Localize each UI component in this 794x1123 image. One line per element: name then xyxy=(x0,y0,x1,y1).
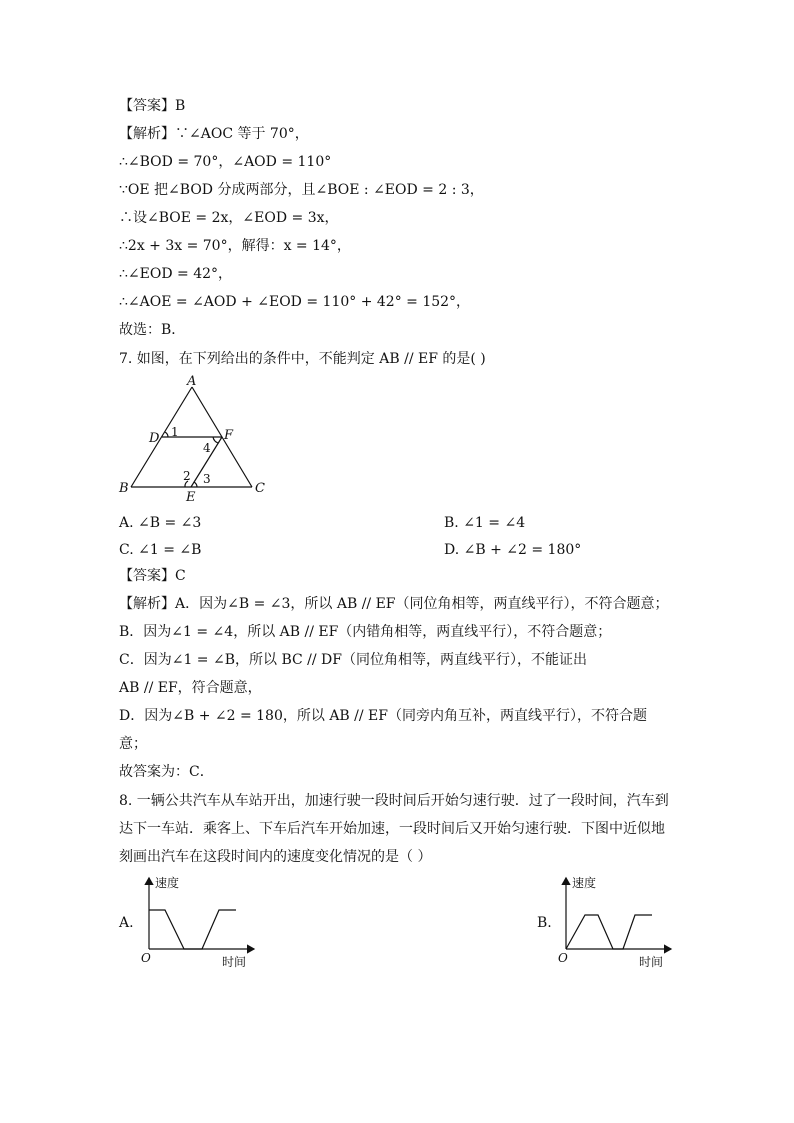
q7-analysis-line-1: 【解析】A．因为∠B = ∠3，所以 AB // EF（同位角相等，两直线平行），不符合题意； xyxy=(119,596,669,612)
graph-b-ylabel: 速度 xyxy=(572,876,597,890)
q6-analysis-line-1: 【解析】∵∠AOC 等于 70°， xyxy=(119,126,309,142)
q7-analysis-line-2: B．因为∠1 = ∠4，所以 AB // EF（内错角相等，两直线平行），不符合题意； xyxy=(119,624,612,640)
q6-analysis-line-5: ∴2x + 3x = 70°，解得：x = 14°， xyxy=(119,238,351,254)
angle-label-2: 2 xyxy=(183,469,191,483)
q8-graph-a-option: A. xyxy=(119,915,134,931)
graph-a-origin: O xyxy=(141,951,151,965)
angle-label-3: 3 xyxy=(203,472,211,486)
q8-stem-line-1: 8. 一辆公共汽车从车站开出，加速行驶一段时间后开始匀速行驶．过了一段时间，汽车到 xyxy=(119,793,669,809)
graph-b-origin: O xyxy=(558,951,568,965)
q8-stem-line-3: 刻画出汽车在这段时间内的速度变化情况的是（ ） xyxy=(119,849,432,865)
q8-graph-b-option: B. xyxy=(537,915,552,931)
label-c: C xyxy=(255,481,265,496)
angle-label-1: 1 xyxy=(171,425,179,439)
graph-a-ylabel: 速度 xyxy=(155,876,180,890)
q7-option-c: C. ∠1 = ∠B xyxy=(119,542,202,558)
q7-option-a: A. ∠B = ∠3 xyxy=(119,515,202,531)
q7-option-b: B. ∠1 = ∠4 xyxy=(444,515,526,531)
label-f: F xyxy=(224,428,234,443)
q8-graph-b xyxy=(555,872,680,972)
q7-analysis-line-3: C．因为∠1 = ∠B，所以 BC // DF（同位角相等，两直线平行），不能证出 xyxy=(119,652,587,668)
q6-analysis-line-4: ∴设∠BOE = 2x，∠EOD = 3x， xyxy=(119,210,339,226)
q6-answer: 【答案】B xyxy=(119,98,186,114)
q7-triangle-figure xyxy=(115,373,280,503)
q7-analysis-line-6: 意； xyxy=(119,736,147,752)
q6-analysis-line-3: ∵OE 把∠BOD 分成两部分，且∠BOE : ∠EOD = 2 : 3， xyxy=(119,182,484,198)
q6-analysis-line-8: 故选：B． xyxy=(119,322,186,338)
q6-analysis-line-6: ∴∠EOD = 42°， xyxy=(119,266,233,282)
q7-stem: 7. 如图，在下列给出的条件中，不能判定 AB // EF 的是( ) xyxy=(119,351,486,367)
q7-answer: 【答案】C xyxy=(119,568,186,584)
label-d: D xyxy=(149,431,160,446)
q7-analysis-line-7: 故答案为：C． xyxy=(119,764,214,780)
q6-analysis-line-2: ∴∠BOD = 70°，∠AOD = 110° xyxy=(119,154,332,170)
graph-b-xlabel: 时间 xyxy=(639,955,664,969)
q6-analysis-line-7: ∴∠AOE = ∠AOD + ∠EOD = 110° + 42° = 152°， xyxy=(119,294,471,310)
q7-option-d: D. ∠B + ∠2 = 180° xyxy=(444,542,582,558)
q8-graph-a xyxy=(138,872,263,972)
angle-label-4: 4 xyxy=(203,441,211,455)
q7-analysis-line-4: AB // EF，符合题意， xyxy=(119,680,262,696)
label-a: A xyxy=(187,374,197,389)
label-e: E xyxy=(186,490,196,503)
q7-analysis-line-5: D．因为∠B + ∠2 = 180，所以 AB // EF（同旁内角互补，两直线平行），不符合题 xyxy=(119,708,647,724)
label-b: B xyxy=(119,481,129,496)
graph-a-xlabel: 时间 xyxy=(222,955,247,969)
q8-stem-line-2: 达下一车站．乘客上、下车后汽车开始加速，一段时间后又开始匀速行驶．下图中近似地 xyxy=(119,821,665,837)
